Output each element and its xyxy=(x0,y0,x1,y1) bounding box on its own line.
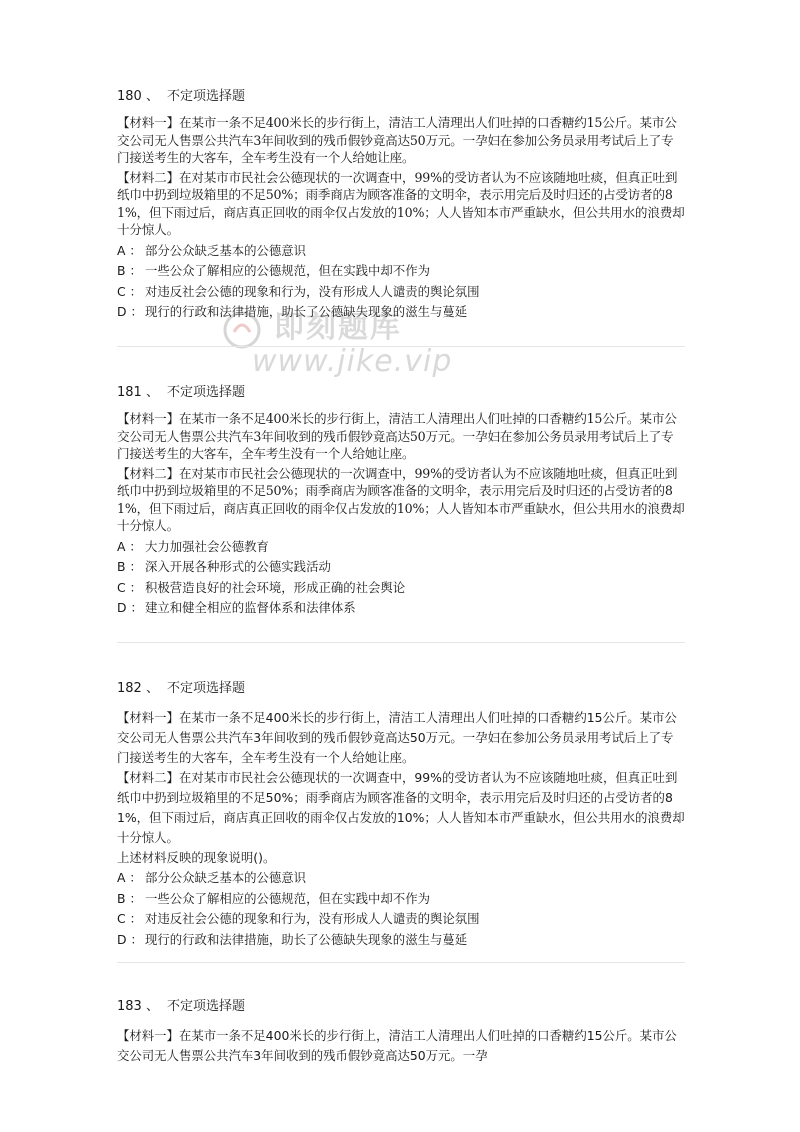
question-183 xyxy=(117,996,685,1066)
question-title xyxy=(117,678,685,700)
question-181 xyxy=(117,382,685,619)
option-d[interactable]: D ： 现行的行政和法律措施，助长了公德缺失现象的滋生与蔓延 xyxy=(117,304,468,319)
question-title xyxy=(117,996,685,1018)
material-one: 【材料一】在某市一条不足400米长的步行街上，清洁工人清理出人们吐掉的口香糖约15公斤。某市公交公司无人售票公共汽车3年间收到的残币假钞竟高达50万元。一孕 xyxy=(117,1028,677,1063)
option-a[interactable]: A ： 大力加强社会公德教育 xyxy=(117,538,269,554)
material-one: 【材料一】在某市一条不足400米长的步行街上，清洁工人清理出人们吐掉的口香糖约15公斤。某市公交公司无人售票公共汽车3年间收到的残币假钞竟高达50万元。一孕妇在参加公务员录用考试后上了专门接送考生的大客车，全车考生没有一个人给她让座。 xyxy=(117,411,677,461)
option-d[interactable]: D ： 现行的行政和法律措施，助长了公德缺失现象的滋生与蔓延 xyxy=(117,931,468,947)
question-title xyxy=(117,382,685,404)
question-stem: 上述材料反映的现象说明()。 xyxy=(117,850,276,865)
option-c[interactable]: C ： 对违反社会公德的现象和行为，没有形成人人谴责的舆论氛围 xyxy=(117,911,480,926)
question-title xyxy=(117,86,685,108)
divider xyxy=(117,346,685,347)
option-b[interactable]: B ： 深入开展各种形式的公德实践活动 xyxy=(117,559,331,574)
divider xyxy=(117,642,685,643)
option-a[interactable]: A ： 部分公众缺乏基本的公德意识 xyxy=(117,242,307,258)
material-one: 【材料一】在某市一条不足400米长的步行街上，清洁工人清理出人们吐掉的口香糖约15公斤。某市公交公司无人售票公共汽车3年间收到的残币假钞竟高达50万元。一孕妇在参加公务员录用考试后上了专门接送考生的大客车，全车考生没有一个人给她让座。 xyxy=(117,115,677,165)
watermark-text-cn: 即刻题库 xyxy=(274,310,402,345)
question-type: 不定项选择题 xyxy=(166,999,245,1014)
option-c[interactable]: C ： 积极营造良好的社会环境，形成正确的社会舆论 xyxy=(117,579,406,595)
option-a[interactable]: A ： 部分公众缺乏基本的公德意识 xyxy=(117,870,307,885)
watermark-text-url: www.jike.vip xyxy=(252,344,453,379)
question-type: 不定项选择题 xyxy=(166,681,245,696)
question-type: 不定项选择题 xyxy=(166,385,245,400)
question-number: 182 、 xyxy=(117,681,159,696)
material-two: 【材料二】在对某市市民社会公德现状的一次调查中，99%的受访者认为不应该随地吐痰，但真正吐到纸巾中扔到垃圾箱里的不足50%；雨季商店为顾客准备的文明伞，表示用完后及时归还的占受访者的81%，但下雨过后，商店真正回收的雨伞仅占发放的10%；人人皆知本市严重缺水，但公共用水的浪费却十分惊人。 xyxy=(117,465,685,533)
question-182 xyxy=(117,678,685,950)
question-180 xyxy=(117,86,685,323)
divider xyxy=(117,962,685,963)
option-d[interactable]: D ： 建立和健全相应的监督体系和法律体系 xyxy=(117,600,356,615)
option-b[interactable]: B ： 一些公众了解相应的公德规范，但在实践中却不作为 xyxy=(117,890,430,906)
option-b[interactable]: B ： 一些公众了解相应的公德规范，但在实践中却不作为 xyxy=(117,263,430,278)
question-number: 183 、 xyxy=(117,999,159,1014)
material-one: 【材料一】在某市一条不足400米长的步行街上，清洁工人清理出人们吐掉的口香糖约15公斤。某市公交公司无人售票公共汽车3年间收到的残币假钞竟高达50万元。一孕妇在参加公务员录用考试后上了专门接送考生的大客车，全车考生没有一个人给她让座。 xyxy=(117,710,677,765)
material-two: 【材料二】在对某市市民社会公德现状的一次调查中，99%的受访者认为不应该随地吐痰，但真正吐到纸巾中扔到垃圾箱里的不足50%；雨季商店为顾客准备的文明伞，表示用完后及时归还的占受访者的81%，但下雨过后，商店真正回收的雨伞仅占发放的10%；人人皆知本市严重缺水，但公共用水的浪费却十分惊人。 xyxy=(117,169,685,237)
material-two: 【材料二】在对某市市民社会公德现状的一次调查中，99%的受访者认为不应该随地吐痰，但真正吐到纸巾中扔到垃圾箱里的不足50%；雨季商店为顾客准备的文明伞，表示用完后及时归还的占受访者的81%，但下雨过后，商店真正回收的雨伞仅占发放的10%；人人皆知本市严重缺水，但公共用水的浪费却十分惊人。 xyxy=(117,770,685,845)
question-number: 181 、 xyxy=(117,385,159,400)
option-c[interactable]: C ： 对违反社会公德的现象和行为，没有形成人人谴责的舆论氛围 xyxy=(117,283,480,299)
question-number: 180 、 xyxy=(117,89,159,104)
question-type: 不定项选择题 xyxy=(166,89,245,104)
